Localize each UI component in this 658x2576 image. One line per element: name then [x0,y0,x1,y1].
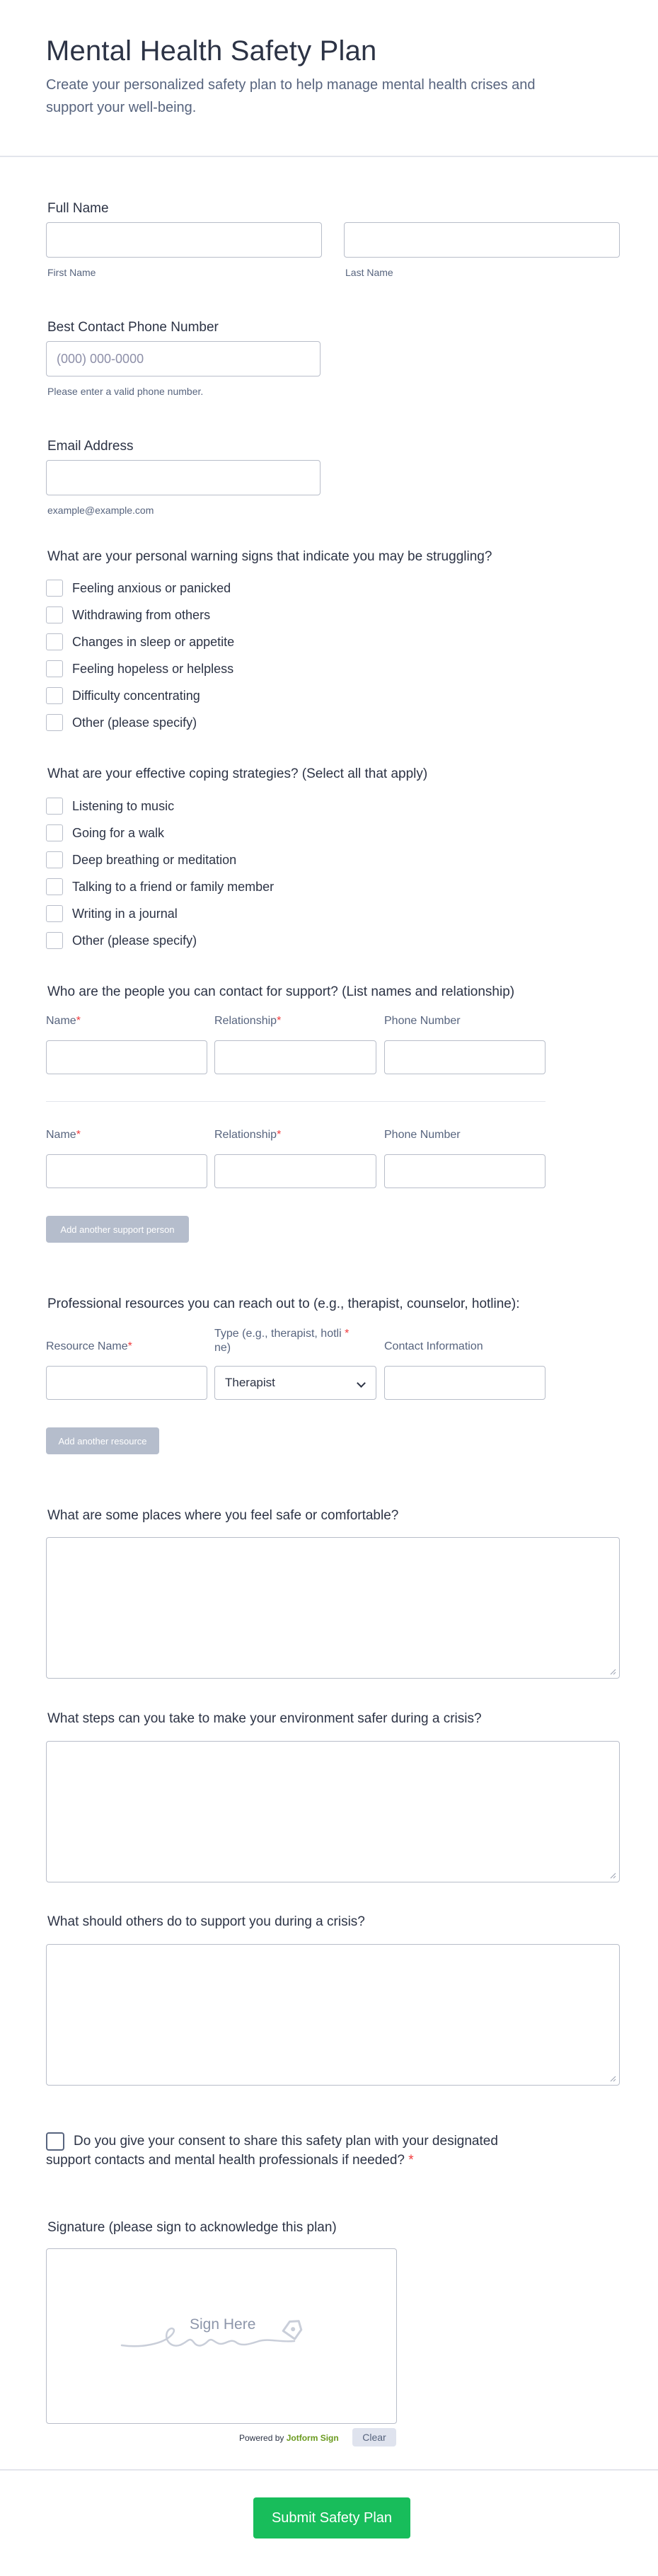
coping-option[interactable] [46,931,197,950]
checkbox[interactable] [46,606,63,623]
support-name-input[interactable] [46,1154,207,1188]
resize-grip-icon[interactable] [609,1668,616,1675]
add-support-person-button[interactable]: Add another support person [46,1216,189,1243]
last-name-sublabel: Last Name [345,267,393,278]
full-name-label: Full Name [47,201,109,216]
email-sublabel: example@example.com [47,505,154,516]
clear-signature-button[interactable]: Clear [352,2428,396,2446]
jotform-sign-brand: Jotform Sign [286,2433,339,2443]
warning-option[interactable] [46,633,234,651]
consent-checkbox[interactable] [46,2132,64,2151]
support-name-input[interactable] [46,1040,207,1074]
resize-grip-icon[interactable] [609,2075,616,2082]
support-relationship-header: Relationship* [214,1015,282,1027]
checkbox[interactable] [46,687,63,704]
warning-option[interactable] [46,713,197,732]
support-name-header: Name* [46,1129,81,1141]
checkbox[interactable] [46,851,63,868]
support-phone-input[interactable] [384,1040,546,1074]
coping-option[interactable] [46,851,236,869]
others-support-label: What should others do to support you during a crisis? [47,1914,365,1929]
resource-name-header: Resource Name* [46,1340,132,1352]
support-relationship-header: Relationship* [214,1129,282,1141]
resource-type-value: Therapist [225,1376,275,1389]
support-name-header: Name* [46,1015,81,1027]
phone-input[interactable] [46,341,321,376]
form-header [0,0,658,157]
others-support-textarea[interactable] [46,1944,620,2086]
option-label: Talking to a friend or family member [72,879,275,894]
checkbox[interactable] [46,824,63,841]
option-label: Difficulty concentrating [72,688,200,703]
first-name-sublabel: First Name [47,267,96,278]
environment-textarea[interactable] [46,1741,620,1882]
support-relationship-input[interactable] [214,1154,376,1188]
checkbox[interactable] [46,932,63,949]
option-label: Deep breathing or meditation [72,852,237,867]
submit-button[interactable]: Submit Safety Plan [253,2497,410,2538]
consent-text: Do you give your consent to share this safety plan with your designated [74,2134,498,2149]
checkbox[interactable] [46,580,63,597]
resource-contact-header: Contact Information [384,1340,483,1352]
checkbox[interactable] [46,798,63,815]
coping-option[interactable] [46,797,174,815]
add-resource-button[interactable]: Add another resource [46,1427,159,1454]
powered-by: Powered by Jotform Sign [239,2433,339,2443]
checkbox[interactable] [46,905,63,922]
option-label: Withdrawing from others [72,607,211,622]
warning-signs-label: What are your personal warning signs that indicate you may be struggling? [47,549,492,564]
support-phone-input[interactable] [384,1154,546,1188]
chevron-down-icon [357,1379,366,1388]
signature-label: Signature (please sign to acknowledge this plan) [47,2220,337,2235]
option-label: Changes in sleep or appetite [72,634,235,649]
first-name-input[interactable] [46,222,322,258]
option-label: Feeling anxious or panicked [72,580,231,595]
email-input[interactable] [46,460,321,495]
page-subtitle: Create your personalized safety plan to help manage mental health crises and support your well-being. [46,77,536,115]
checkbox[interactable] [46,633,63,650]
warning-option[interactable] [46,579,231,597]
sign-here-placeholder: Sign Here [190,2316,256,2333]
support-relationship-input[interactable] [214,1040,376,1074]
support-label: Who are the people you can contact for support? (List names and relationship) [47,984,515,999]
consent-text-line2: support contacts and mental health professionals if needed? * [46,2153,414,2168]
coping-option[interactable] [46,904,178,923]
resize-grip-icon[interactable] [609,1872,616,1879]
last-name-input[interactable] [344,222,620,258]
support-phone-header: Phone Number [384,1129,461,1141]
page-title: Mental Health Safety Plan [46,35,377,67]
option-label: Listening to music [72,798,175,813]
option-label: Going for a walk [72,825,165,840]
email-label: Email Address [47,439,134,454]
warning-option[interactable] [46,606,210,624]
checkbox[interactable] [46,714,63,731]
resource-type-header: Type (e.g., therapist, hotli * ne) [214,1328,350,1354]
warning-option[interactable] [46,660,233,678]
resource-contact-input[interactable] [384,1366,546,1400]
professional-label: Professional resources you can reach out to (e.g., therapist, counselor, hotline): [47,1296,520,1311]
coping-label: What are your effective coping strategies? (Select all that apply) [47,766,428,781]
phone-sublabel: Please enter a valid phone number. [47,386,204,397]
environment-label: What steps can you take to make your environment safer during a crisis? [47,1711,482,1726]
checkbox[interactable] [46,878,63,895]
coping-option[interactable] [46,824,164,842]
warning-option[interactable] [46,686,200,705]
footer-divider [0,2469,658,2471]
signature-pad[interactable] [46,2248,397,2424]
phone-label: Best Contact Phone Number [47,320,219,335]
option-label: Feeling hopeless or helpless [72,661,234,676]
resource-type-select[interactable] [214,1366,376,1400]
row-divider [46,1101,546,1102]
option-label: Other (please specify) [72,715,197,730]
coping-option[interactable] [46,878,274,896]
support-phone-header: Phone Number [384,1015,461,1027]
safe-places-textarea[interactable] [46,1537,620,1679]
checkbox[interactable] [46,660,63,677]
option-label: Writing in a journal [72,906,178,921]
safe-places-label: What are some places where you feel safe or comfortable? [47,1508,399,1523]
option-label: Other (please specify) [72,933,197,948]
resource-name-input[interactable] [46,1366,207,1400]
